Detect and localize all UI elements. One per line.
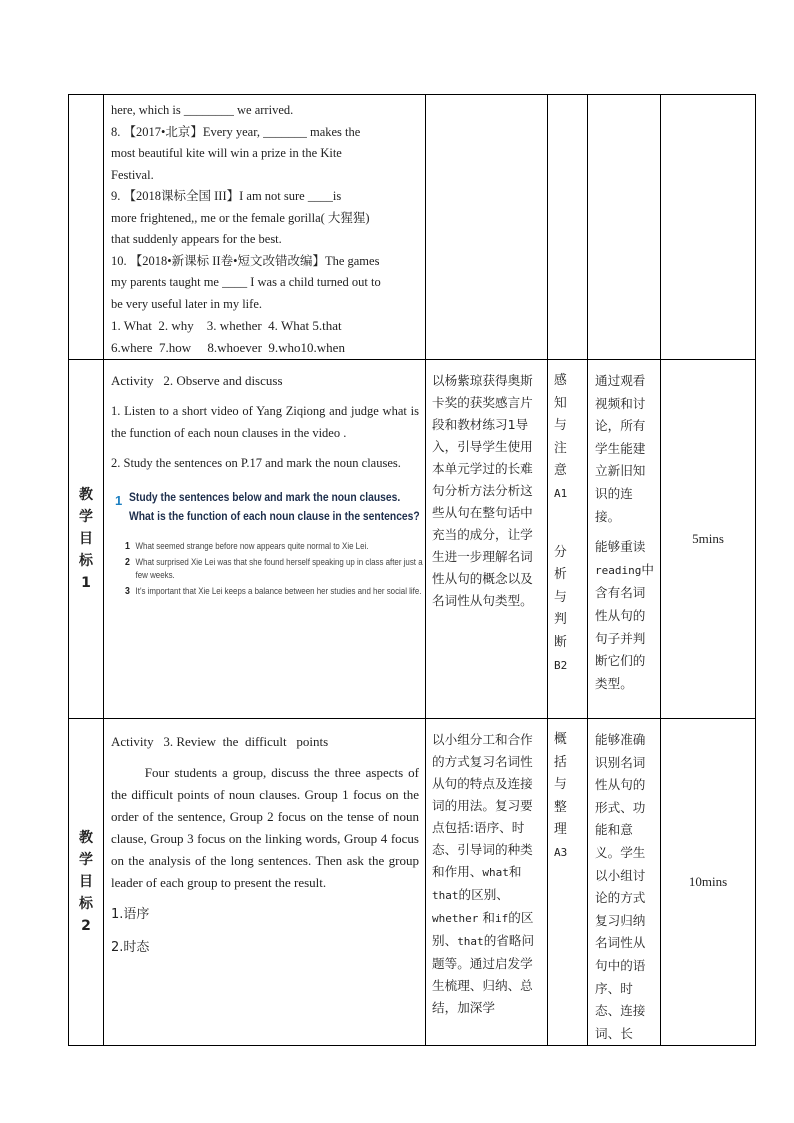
cognitive-level-cell: 概括与整理 A3 [548,719,588,1046]
exercise-line: most beautiful kite will win a prize in the Kite [111,146,342,160]
exercise-line: 10. 【2018•新课标 II卷•短文改错改编】The games [111,253,380,268]
table-row [69,360,756,719]
review-point: 2.时态 [111,939,150,955]
design-cell-empty [426,95,548,360]
figure-title: Study the sentences below and mark the noun clauses. What is the function of each noun clause in the sentences? [129,489,420,523]
teaching-goal-1-label: 教 学 目 标 1 [69,360,104,719]
cognitive-level-cell: 感知与注意 A1 分析与判断 B2 [548,360,588,719]
exercise-line: 9. 【2018课标全国 III】I am not sure ____is [111,189,342,203]
figure-sentences [125,540,425,601]
table-row [69,95,756,360]
activity-title: Activity 3. Review the difficult points [111,734,329,749]
design-intent-cell: 以杨紫琼获得奥斯卡奖的获奖感言片段和教材练习1导入，引导学生使用本单元学过的长难句分析方法分析这些从句在整句话中充当的成分，让学生进一步理解名词性从句的概念以及名词性从句类型。 [426,360,548,719]
list-item: 2 What surprised Xie Lei was that she found herself speaking up in class after just a few weeks. [125,556,423,580]
activity-body: Four students a group, discuss the three aspects of the difficult points of noun clauses. Group 1 focus on the order of the sentence, Group 2 focus on the tense of noun clause, Group 3 focus on the linking words, Group 4 focus on the analysis of the long sentences. Then ask the group leader of each group to present the result. [111,764,419,890]
answer-line: 6.where 7.how 8.whoever 9.who10.when [111,340,345,355]
table-row [69,719,756,1046]
list-item: 3 It's important that Xie Lei keeps a balance between her studies and her social life. [125,585,422,597]
exercise-cell [104,95,426,360]
exercise-line: here, which is ________ we arrived. [111,103,294,117]
review-point: 1.语序 [111,906,150,922]
time-cell: 5mins [661,360,756,719]
list-item: 1 What seemed strange before now appears quite normal to Xie Lei. [125,540,369,552]
lesson-plan-table [68,94,756,1046]
time-cell-empty [661,95,756,360]
exercise-line: 8. 【2017•北京】Every year, _______ makes the [111,124,361,139]
exercise-line: be very useful later in my life. [111,296,262,311]
activity-2-cell [104,360,426,719]
time-cell: 10mins [661,719,756,1046]
level-cell-empty [548,95,588,360]
evaluation-cell: 能够准确识别名词性从句的形式、功能和意义。学生以小组讨论的方式复习归纳名词性从句中的语序、时态、连接词、长 [588,719,661,1046]
activity-step: 1. Listen to a short video of Yang Ziqiong and judge what is the function of each noun clauses in the video . [111,403,419,440]
teaching-goal-2-label: 教 学 目 标 2 [69,719,104,1046]
activity-3-cell [104,719,426,1046]
textbook-exercise-figure [111,488,423,614]
exercise-line: more frightened,, me or the female gorilla( 大猩猩) [111,210,370,225]
eval-cell-empty [588,95,661,360]
design-intent-cell: 以小组分工和合作的方式复习名词性从句的特点及连接词的用法。复习要点包括:语序、时态、引导词的种类和作用、what和that的区别、whether 和if的区别、that的省略问题等。通过启发学生梳理、归纳、总结，加深学 [426,719,548,1046]
activity-step: 2. Study the sentences on P.17 and mark the noun clauses. [111,455,401,470]
activity-title: Activity 2. Observe and discuss [111,373,283,388]
exercise-line: Festival. [111,167,154,182]
answer-line: 1. What 2. why 3. whether 4. What 5.that [111,318,342,333]
figure-number: 1 [115,492,123,508]
exercise-line: my parents taught me ____ I was a child turned out to [111,275,381,289]
evaluation-cell: 通过观看视频和讨论，所有学生能建立新旧知识的连接。 能够重读reading中含有名词性从句的句子并判断它们的类型。 [588,360,661,719]
goal-cell-empty [69,95,104,360]
exercise-line: that suddenly appears for the best. [111,232,282,246]
